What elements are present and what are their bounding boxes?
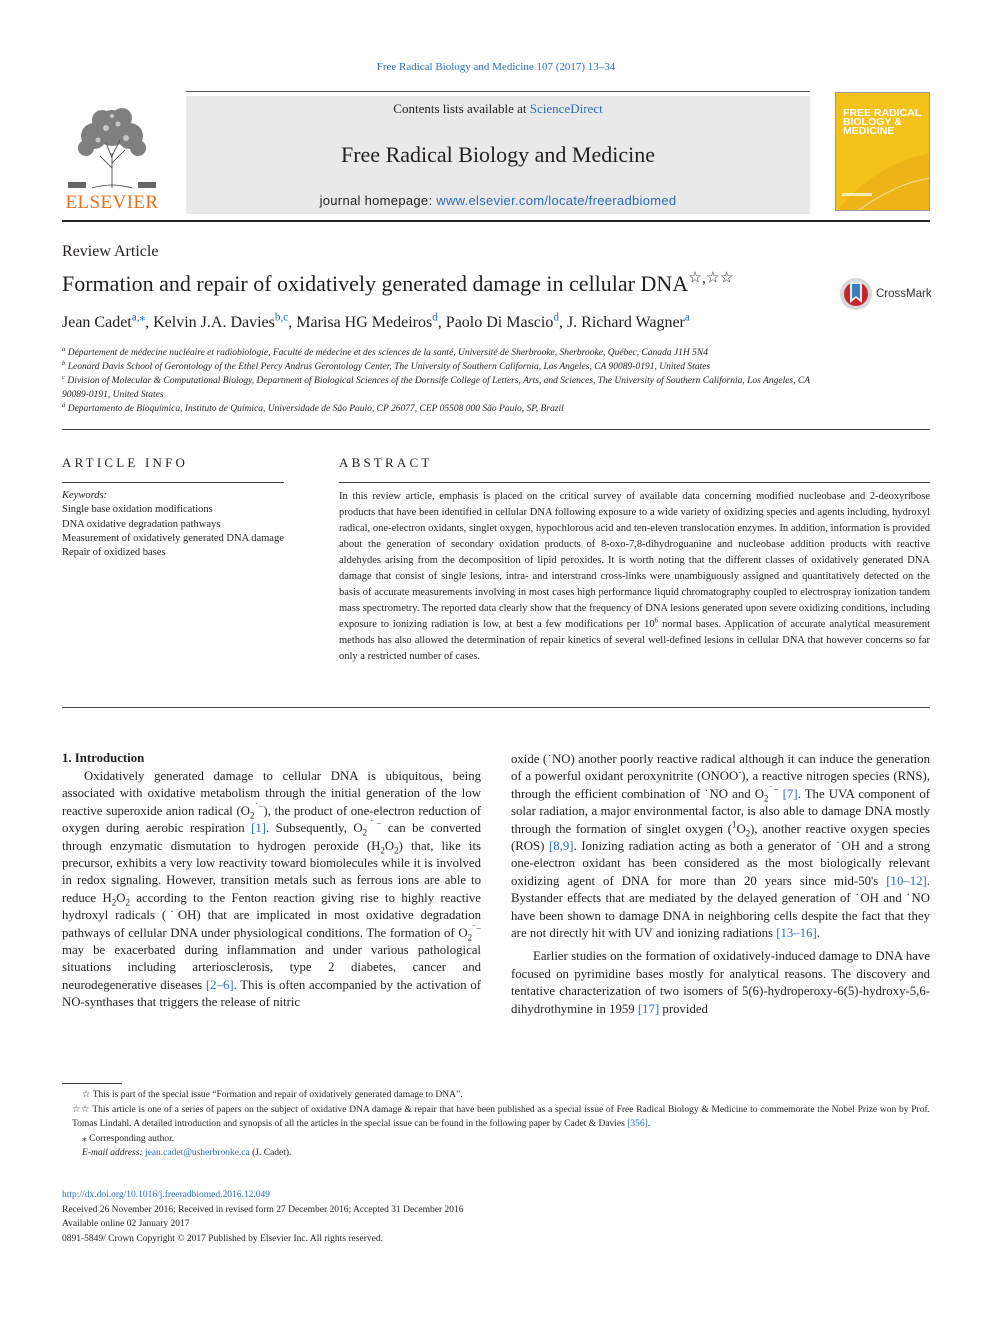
footnote: ☆☆ This article is one of a series of papers on the subject of oxidative DNA damage & repair that have been published as a special issue of Free Radical Biology & Medicine to commemorate the Nobel Prize won by Prof. Tomas Lindahl. A detailed introduction and synopsis of all the articles in the special issue can be found in the following paper by Cadet & Davies [356]. — [72, 1104, 930, 1129]
author-list: Jean Cadet$^{a,⁎}$, Kelvin J.A. Davies$^{b,c}$, Marisa HG Medeiros$^d$, Paolo Di Mascio$^d$, J. Richard Wagner$^a$ — [62, 311, 690, 331]
affiliation: $^a$ Département de médecine nucléaire et radiobiologie, Faculté de médecine et des sciences de la santé, Université de Sherbrooke, Sherbrooke, Québec, Canada J1H 5N4 — [62, 345, 708, 358]
article-type: Review Article — [62, 243, 159, 260]
header-rule — [62, 220, 930, 222]
divider — [62, 482, 284, 483]
footnote-rule — [62, 1083, 122, 1084]
citation-link[interactable]: [17] — [637, 1001, 660, 1016]
received-dates: Received 26 November 2016; Received in revised form 27 December 2016; Accepted 31 December 2016 — [62, 1204, 464, 1215]
citation-link[interactable]: [10–12] — [886, 873, 927, 888]
article-title-text: Formation and repair of oxidatively generated damage in cellular DNA — [62, 271, 689, 296]
keyword: Repair of oxidized bases — [62, 547, 166, 559]
abstract-text: In this review article, emphasis is placed on the critical survey of available data concerning modified nucleobase and 2-deoxyribose products that have been identified in cellular DNA following exposure to a wide variety of oxidizing species and agents including, hydroxyl radical, one-electron oxidants, singlet oxygen, hypochlorous acid and ten-eleven translocation enzymes. In addition, information is provided about the generation of secondary oxidation products of 8-oxo-7,8-dihydroguanine and nucleobase addition products with reactive aldehydes arising from the decomposition of lipid peroxides. It is worth noting that the different classes of oxidatively generated DNA damage that consist of single lesions, intra- and interstrand cross-links were unambiguously assigned and quantitatively detected on the basis of accurate measurements involving in most cases high performance liquid chromatography coupled to electrospray ionization tandem mass spectrometry. The reported data clearly show that the frequency of DNA lesions generated upon severe oxidizing conditions, including exposure to ionizing radiation is low, at best a few modifications per $10^6$ normal bases. Application of accurate analytical measurement methods has also allowed the determination of repair kinetics of several well-defined lesions in cellular DNA that however concerns so far only a restricted number of cases. — [339, 491, 930, 663]
body-column-left — [62, 768, 481, 1012]
section-heading: 1. Introduction — [62, 751, 145, 765]
keyword: DNA oxidative degradation pathways — [62, 518, 221, 530]
journal-cover-thumbnail[interactable] — [835, 92, 930, 211]
paragraph: Earlier studies on the formation of oxidatively-induced damage to DNA have focused on pyrimidine bases mostly for analytical reasons. The discovery and tentative characterization of two isomers of 5(6)-hydroperoxy-6(5)-hydroxy-5,6-dihydrothymine in 1959 [17] provided — [511, 949, 930, 1016]
journal-homepage — [186, 193, 810, 208]
citation-link[interactable]: [8,9] — [549, 839, 574, 854]
citation-link[interactable]: [13–16] — [776, 926, 817, 941]
paragraph: Oxidatively generated damage to cellular DNA is ubiquitous, being associated with oxidative metabolism through the initial generation of the low reactive superoxide anion radical $(O_2^{˙-})$, the product of one-electron reduction of oxygen during aerobic respiration [1]. Subsequently, $O_2^{˙-}$ can be converted through enzymatic dismutation to hydrogen peroxide $(H_2O_2)$ that, like its precursor, exhibits a very low reactivity toward biomolecules while it is involved in redox signaling. However, transition metals such as ferrous ions are able to reduce $H_2O_2$ according to the Fenton reaction giving rise to highly reactive hydroxyl radicals (˙OH) that are implicated in most oxidative degradation pathways of cellular DNA under physiological conditions. The formation of $O_2^{˙-}$ may be exacerbated during inflammation and under various pathological situations including arteriosclerosis, type 2 diabetes, cancer and neurodegenerative diseases [2–6]. This is often accompanied by the activation of NO-synthases that triggers the release of nitric — [62, 769, 481, 1010]
cover-title: FREE RADICAL BIOLOGY & MEDICINE — [843, 107, 921, 137]
author[interactable]: Marisa HG Medeiros$^d$ — [296, 311, 438, 331]
crossmark-label: CrossMark — [876, 288, 932, 300]
homepage-prefix: journal homepage: — [319, 193, 437, 208]
citation-link[interactable]: [7] — [782, 786, 798, 801]
keywords-label: Keywords: — [62, 490, 108, 501]
journal-title: Free Radical Biology and Medicine — [340, 142, 656, 167]
elsevier-wordmark: ELSEVIER — [65, 192, 159, 213]
publication-info — [62, 1188, 930, 1246]
homepage-link[interactable]: www.elsevier.com/locate/freeradbiomed — [436, 193, 677, 208]
journal-citation[interactable]: Free Radical Biology and Medicine 107 (2017) 13–34 — [376, 61, 616, 73]
author[interactable]: Jean Cadet$^{a,⁎}$ — [62, 311, 146, 331]
affiliation: $^b$ Leonard Davis School of Gerontology of the Ethel Percy Andrus Gerontology Center, The University of Southern California, Los Angeles, CA 90089-0191, United States — [62, 359, 711, 372]
contents-prefix: Contents lists available at — [393, 101, 530, 116]
header-top-rule — [186, 91, 810, 92]
doi-link[interactable]: http://dx.doi.org/10.1016/j.freeradbiomed.2016.12.049 — [62, 1190, 271, 1200]
keyword: Measurement of oxidatively generated DNA damage — [62, 532, 284, 544]
divider — [62, 429, 930, 430]
contents-line — [186, 101, 810, 117]
footnote: ☆ This is part of the special issue “Formation and repair of oxidatively generated damage to DNA”. — [82, 1090, 463, 1100]
sciencedirect-link[interactable]: ScienceDirect — [529, 101, 603, 116]
author[interactable]: Paolo Di Mascio$^d$ — [445, 311, 559, 331]
author[interactable]: J. Richard Wagner$^a$ — [566, 311, 690, 331]
footnote: ⁎ Corresponding author. — [82, 1133, 175, 1144]
email-link[interactable]: jean.cadet@usherbrooke.ca — [144, 1148, 250, 1158]
citation-link[interactable]: [1] — [251, 821, 266, 836]
affiliation: $^d$ Departamento de Bioquímica, Instituto de Química, Universidade de São Paulo, CP 26077, CEP 05508 000 São Paulo, SP, Brazil — [62, 401, 564, 414]
divider — [62, 707, 930, 708]
footnotes — [62, 1088, 930, 1161]
citation-link[interactable]: [356] — [627, 1119, 648, 1129]
keywords-list — [62, 489, 287, 560]
abstract-heading: ABSTRACT — [339, 455, 433, 470]
footnote: E-mail address: jean.cadet@usherbrooke.ca (J. Cadet). — [82, 1148, 292, 1158]
article-info-heading: ARTICLE INFO — [62, 455, 189, 470]
keyword: Single base oxidation modifications — [62, 504, 213, 516]
online-date: Available online 02 January 2017 — [62, 1219, 190, 1230]
author[interactable]: Kelvin J.A. Davies$^{b,c}$ — [153, 311, 289, 331]
article-title — [62, 271, 842, 297]
title-footnote-marks[interactable]: ☆,☆☆ — [688, 269, 734, 287]
copyright: 0891-5849/ Crown Copyright © 2017 Published by Elsevier Inc. All rights reserved. — [62, 1233, 383, 1244]
body-column-right — [511, 751, 930, 1018]
paragraph: oxide (˙NO) another poorly reactive radical although it can induce the generation of a powerful oxidant peroxynitrite (ONOO-), a reactive nitrogen species (RNS), through the efficient combination of ˙NO and $O_2^{˙-}$ [7]. The UVA component of solar radiation, a major environmental factor, is also able to damage DNA mostly through the formation of singlet oxygen $(^1O_2)$, another reactive oxygen species (ROS) [8,9]. Ionizing radiation acting as both a generator of ˙OH and a strong one-electron oxidant has been considered as the most biologically relevant oxidizing agent of DNA for more than 20 years since mid-50's [10–12]. Bystander effects that are mediated by the delayed generation of ˙OH and ˙NO have been shown to damage DNA in neighboring cells despite the fact that they are not directly hit with UV and ionizing radiations [13–16]. — [511, 752, 931, 941]
citation-link[interactable]: [2–6] — [205, 977, 234, 992]
affiliation: $^c$ Division of Molecular & Computational Biology, Department of Biological Sciences of the Dornsife College of Letters, Arts, and Sciences, The University of Southern California, Los Angeles, CA 90089-0191, United States — [62, 373, 810, 400]
divider — [339, 482, 930, 483]
